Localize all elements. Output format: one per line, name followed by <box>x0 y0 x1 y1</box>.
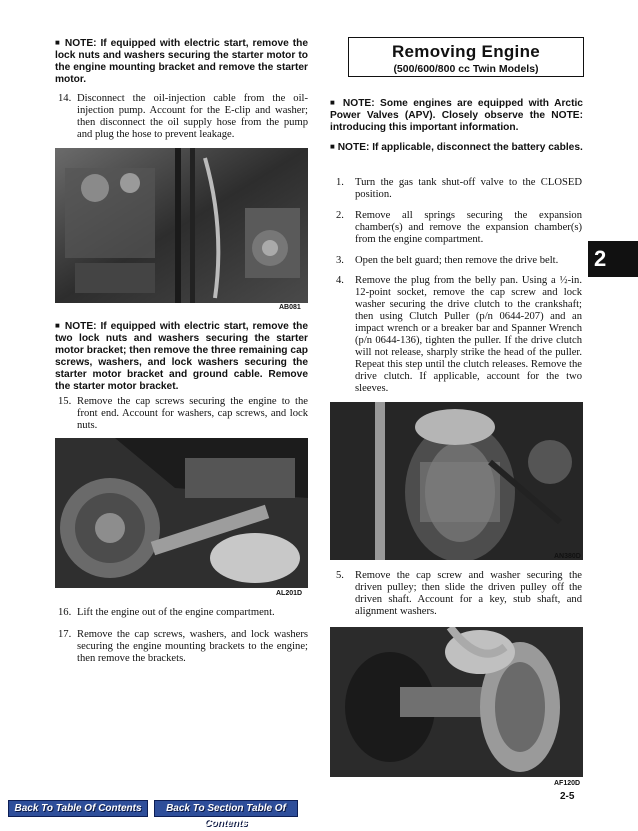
note-starter-bracket: ■ NOTE: If equipped with electric start, remove the two lock nuts and washers securing the starter motor bracket; then remove the three remaining cap screws, washers, and lock washers securing the starter motor bracket and ground cable. Remove the starter motor bracket. <box>55 321 308 392</box>
section-tab: 2 <box>588 241 638 277</box>
note-text: NOTE: If equipped with electric start, remove the two lock nuts and washers securing the starter motor bracket; then remove the three remaining cap screws, washers, and lock washers securing the starter motor bracket and ground cable. Remove the starter motor bracket. <box>55 321 308 392</box>
page-number: 2-5 <box>560 791 575 802</box>
step-number: 4. <box>336 275 344 286</box>
section-subtitle: (500/600/800 cc Twin Models) <box>393 63 539 75</box>
step-number: 1. <box>336 177 344 188</box>
step-4 <box>336 275 582 395</box>
step-number: 5. <box>336 570 344 581</box>
step-number: 15. <box>58 396 72 407</box>
step-number: 3. <box>336 255 344 266</box>
step-15 <box>58 396 308 432</box>
step-number: 2. <box>336 210 344 221</box>
step-14 <box>58 93 308 141</box>
step-1 <box>336 177 582 201</box>
note-battery: ■ NOTE: If applicable, disconnect the battery cables. <box>330 142 583 153</box>
step-text: Remove the cap screw and washer securing the driven pulley; then slide the driven pulley off the driven shaft. Account for a key, stub shaft, and alignment washers. <box>355 570 582 617</box>
step-text: Lift the engine out of the engine compartment. <box>77 607 275 618</box>
section-title-box <box>348 37 584 77</box>
photo-drive-clutch-puller <box>330 402 583 560</box>
step-text: Disconnect the oil-injection cable from the oil-injection pump. Account for the E-clip and washer; then disconnect the oil supply hose from the pump and plug the hose to prevent leakage. <box>77 93 308 140</box>
photo-front-end-cap-screws <box>55 438 308 588</box>
note-text: NOTE: Some engines are equipped with Arctic Power Valves (APV). Closely observe the NOTE: introducing this important information. <box>330 98 583 133</box>
step-text: Remove the cap screws securing the engine to the front end. Account for washers, cap screws, and lock nuts. <box>77 396 308 431</box>
step-17 <box>58 629 308 665</box>
photo-driven-pulley <box>330 627 583 777</box>
note-starter-motor: ■ NOTE: If equipped with electric start, remove the lock nuts and washers securing the starter motor to the engine mounting bracket and remove the starter motor. <box>55 38 308 85</box>
section-title: Removing Engine <box>391 42 541 61</box>
photo-label: AB081 <box>279 304 301 311</box>
note-apv: ■ NOTE: Some engines are equipped with Arctic Power Valves (APV). Closely observe the NOTE: introducing this important information. <box>330 98 583 133</box>
photo-label: AN380D <box>554 553 581 560</box>
step-16 <box>58 607 308 619</box>
note-text: NOTE: If equipped with electric start, remove the lock nuts and washers securing the starter motor to the engine mounting bracket and remove the starter motor. <box>55 38 308 85</box>
step-text: Remove the plug from the belly pan. Using a ½-in. 12-point socket, remove the cap screw and lock washer securing the drive clutch to the crankshaft; then using Clutch Puller (p/n 0644-207) and an impact wrench or a breaker bar and Spanner Wrench (p/n 0644-136), tighten the puller. If the drive clutch will not release, sharply strike the head of the puller. Repeat this step until the clutch releases. Remove the drive clutch. If applicable, account for the two sleeves. <box>355 275 582 394</box>
step-5 <box>336 570 582 618</box>
step-text: Open the belt guard; then remove the drive belt. <box>355 255 559 266</box>
step-number: 16. <box>58 607 72 618</box>
back-to-toc-button[interactable]: Back To Table Of Contents <box>8 800 148 817</box>
photo-label: AL201D <box>276 590 303 597</box>
photo-label: AF120D <box>554 780 581 787</box>
photo-oil-injection-pump <box>55 148 308 303</box>
back-to-section-toc-button[interactable]: Back To Section Table Of Contents <box>154 800 298 817</box>
step-number: 14. <box>58 93 72 104</box>
step-text: Remove the cap screws, washers, and lock washers securing the engine mounting brackets to the engine; then remove the brackets. <box>77 629 308 664</box>
step-2 <box>336 210 582 246</box>
step-text: Remove all springs securing the expansion chamber(s) and remove the expansion chamber(s) from the engine compartment. <box>355 210 582 245</box>
note-text: NOTE: If applicable, disconnect the battery cables. <box>337 142 583 153</box>
step-3 <box>336 255 582 267</box>
step-text: Turn the gas tank shut-off valve to the CLOSED position. <box>355 177 582 200</box>
step-number: 17. <box>58 629 72 640</box>
